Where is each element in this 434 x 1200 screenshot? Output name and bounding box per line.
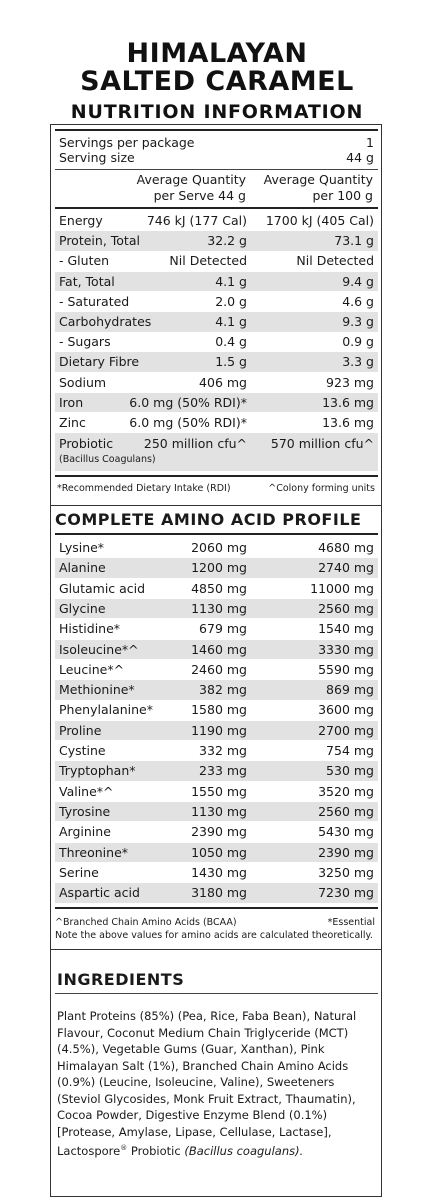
amino-acid-per-100g: 3600 mg: [318, 702, 374, 718]
probiotic-per100: 570 million cfu^: [270, 436, 374, 451]
amino-acid-name: Proline: [59, 722, 102, 738]
amino-acid-per-100g: 5590 mg: [318, 661, 374, 677]
amino-acid-per-serve: 1130 mg: [191, 803, 247, 819]
nutrient-name: - Sugars: [59, 334, 111, 350]
amino-acid-row: [55, 822, 378, 842]
per-serve-header-line1: Average Quantity: [136, 172, 246, 187]
amino-acid-per-serve: 1550 mg: [191, 783, 247, 799]
nutrient-name: - Gluten: [59, 253, 110, 269]
nutrient-row: [55, 332, 378, 352]
ingredients-text: [57, 1008, 379, 1159]
header-rule: [55, 207, 378, 209]
amino-top-rule: [55, 533, 378, 535]
amino-acid-per-serve: 1430 mg: [191, 864, 247, 880]
nutrient-row: [55, 272, 378, 292]
amino-acid-per-serve: 2060 mg: [191, 540, 247, 555]
rdi-footnote: *Recommended Dietary Intake (RDI): [57, 483, 231, 494]
nutrient-row: [55, 413, 378, 433]
nutrient-per-serve: 746 kJ (177 Cal): [146, 213, 247, 228]
amino-acid-per-100g: 2740 mg: [318, 560, 374, 576]
nutrient-name: - Saturated: [59, 293, 130, 309]
ingredients-probiotic: Probiotic: [130, 1143, 181, 1158]
amino-acid-row: [55, 741, 378, 761]
nutrient-per-100g: 0.9 g: [342, 334, 374, 350]
amino-acid-row: [55, 700, 378, 720]
probiotic-sub-label: (Bacillus Coagulans): [59, 454, 156, 465]
nutrient-row: [55, 312, 378, 332]
amino-acid-name: Glutamic acid: [59, 580, 146, 596]
per-100g-header-line2: per 100 g: [312, 188, 373, 203]
amino-acid-heading: COMPLETE AMINO ACID PROFILE: [55, 510, 362, 529]
nutrient-name: Protein, Total: [59, 233, 140, 249]
amino-acid-per-serve: 4850 mg: [191, 580, 247, 596]
amino-acid-row: [55, 782, 378, 802]
nutrient-per-serve: Nil Detected: [169, 253, 247, 269]
nutrient-row: [55, 352, 378, 372]
amino-acid-row: [55, 558, 378, 578]
nutrient-per-serve: 406 mg: [199, 374, 247, 390]
amino-acid-per-serve: 1200 mg: [191, 560, 247, 576]
ingredients-heading: INGREDIENTS: [57, 970, 185, 989]
nutrient-per-100g: 1700 kJ (405 Cal): [265, 213, 374, 228]
serving-size-value: 44 g: [346, 150, 374, 165]
per-serve-header-line2: per Serve 44 g: [153, 188, 246, 203]
amino-acid-per-serve: 1190 mg: [191, 722, 247, 738]
amino-acid-name: Leucine*^: [59, 661, 125, 677]
amino-acid-row: [55, 721, 378, 741]
per-serve-header: [137, 172, 246, 204]
nutrient-row: [55, 211, 378, 231]
nutrient-per-serve: 2.0 g: [215, 293, 247, 309]
nutrient-per-100g: 73.1 g: [334, 233, 374, 249]
servings-per-package-label: Servings per package: [59, 135, 195, 150]
amino-acid-name: Histidine*: [59, 621, 121, 637]
product-title-line1: HIMALAYAN: [126, 38, 308, 69]
probiotic-serve: 250 million cfu^: [143, 436, 247, 451]
serving-size-label: Serving size: [59, 150, 135, 165]
servings-rule: [55, 169, 378, 170]
probiotic-row: [55, 433, 378, 471]
nutrient-name: Iron: [59, 394, 84, 410]
amino-acid-row: [55, 843, 378, 863]
nutrient-per-100g: 9.4 g: [342, 273, 374, 289]
amino-acid-row: [55, 680, 378, 700]
amino-acid-name: Aspartic acid: [59, 885, 140, 901]
nutrient-per-100g: 13.6 mg: [322, 415, 374, 430]
amino-acid-per-100g: 3520 mg: [318, 783, 374, 799]
ingredients-rule: [55, 993, 378, 994]
amino-acid-per-100g: 869 mg: [326, 682, 374, 698]
amino-acid-per-100g: 11000 mg: [310, 580, 374, 596]
amino-acid-per-100g: 754 mg: [326, 743, 374, 758]
per-100g-header-line1: Average Quantity: [263, 172, 373, 187]
amino-acid-name: Alanine: [59, 560, 106, 576]
nutrient-bottom-rule: [55, 475, 378, 477]
nutrient-per-100g: 923 mg: [326, 374, 374, 390]
amino-acid-name: Arginine: [59, 824, 111, 840]
nutrient-per-serve: 32.2 g: [207, 233, 247, 249]
amino-acid-per-100g: 2560 mg: [318, 803, 374, 819]
nutrient-row: [55, 251, 378, 271]
nutrient-per-serve: 6.0 mg (50% RDI)*: [129, 415, 247, 430]
nutrition-info-heading: NUTRITION INFORMATION: [70, 101, 364, 123]
nutrient-name: Dietary Fibre: [59, 354, 140, 370]
amino-acid-row: [55, 538, 378, 558]
amino-acid-per-100g: 5430 mg: [318, 824, 374, 840]
probiotic-label: Probiotic: [59, 436, 114, 451]
nutrient-per-100g: 13.6 mg: [322, 394, 374, 410]
amino-acid-row: [55, 640, 378, 660]
nutrient-name: Energy: [59, 213, 103, 228]
nutrient-row: [55, 373, 378, 393]
amino-acid-per-100g: 2390 mg: [318, 844, 374, 860]
amino-acid-per-serve: 1460 mg: [191, 641, 247, 657]
ingredients-species: (Bacillus coagulans).: [184, 1143, 304, 1158]
amino-acid-row: [55, 619, 378, 639]
theoretical-footnote: Note the above values for amino acids are calculated theoretically.: [55, 930, 373, 941]
amino-acid-name: Tryptophan*: [59, 763, 136, 779]
nutrient-name: Fat, Total: [59, 273, 115, 289]
amino-acid-per-serve: 332 mg: [199, 743, 247, 758]
nutrient-name: Carbohydrates: [59, 314, 152, 329]
amino-acid-per-100g: 2560 mg: [318, 600, 374, 616]
amino-acid-name: Threonine*: [59, 844, 129, 860]
amino-acid-row: [55, 660, 378, 680]
amino-acid-per-100g: 7230 mg: [318, 885, 374, 901]
nutrient-per-100g: 4.6 g: [342, 293, 374, 309]
amino-acid-row: [55, 883, 378, 903]
nutrient-row: [55, 292, 378, 312]
amino-acid-row: [55, 599, 378, 619]
amino-acid-per-serve: 1050 mg: [191, 844, 247, 860]
amino-acid-per-100g: 3330 mg: [318, 641, 374, 657]
amino-acid-panel: [50, 505, 382, 950]
registered-mark: ®: [120, 1144, 128, 1152]
amino-acid-name: Valine*^: [59, 783, 114, 799]
nutrient-per-100g: 9.3 g: [342, 314, 374, 329]
amino-acid-per-serve: 233 mg: [199, 763, 247, 779]
amino-acid-row: [55, 579, 378, 599]
nutrient-name: Zinc: [59, 415, 86, 430]
nutrition-panel: [50, 124, 382, 506]
amino-acid-per-100g: 4680 mg: [318, 540, 374, 555]
nutrient-row: [55, 393, 378, 413]
essential-footnote: *Essential: [327, 917, 375, 928]
cfu-footnote: ^Colony forming units: [268, 483, 375, 494]
amino-acid-per-serve: 679 mg: [199, 621, 247, 637]
bcaa-footnote: ^Branched Chain Amino Acids (BCAA): [55, 917, 237, 928]
amino-acid-per-serve: 1580 mg: [191, 702, 247, 718]
nutrient-per-100g: 3.3 g: [342, 354, 374, 370]
nutrient-per-100g: Nil Detected: [296, 253, 374, 269]
nutrient-per-serve: 4.1 g: [215, 273, 247, 289]
amino-acid-per-100g: 2700 mg: [318, 722, 374, 738]
amino-acid-per-serve: 2460 mg: [191, 661, 247, 677]
amino-acid-name: Serine: [59, 864, 99, 880]
amino-acid-per-serve: 3180 mg: [191, 885, 247, 901]
nutrient-row: [55, 231, 378, 251]
amino-acid-row: [55, 863, 378, 883]
amino-acid-per-serve: 382 mg: [199, 682, 247, 698]
amino-acid-name: Lysine*: [59, 540, 105, 555]
top-rule: [55, 129, 378, 131]
amino-acid-row: [55, 761, 378, 781]
nutrient-per-serve: 0.4 g: [215, 334, 247, 350]
amino-acid-per-100g: 530 mg: [326, 763, 374, 779]
amino-acid-per-serve: 2390 mg: [191, 824, 247, 840]
amino-acid-name: Isoleucine*^: [59, 641, 139, 657]
nutrient-per-serve: 4.1 g: [215, 314, 247, 329]
amino-acid-name: Tyrosine: [59, 803, 111, 819]
amino-acid-per-serve: 1130 mg: [191, 600, 247, 616]
amino-acid-row: [55, 802, 378, 822]
amino-acid-name: Glycine: [59, 600, 106, 616]
amino-acid-name: Phenylalanine*: [59, 702, 153, 718]
nutrient-per-serve: 6.0 mg (50% RDI)*: [129, 394, 247, 410]
amino-bottom-rule: [55, 907, 378, 909]
nutrient-name: Sodium: [59, 374, 107, 390]
per-100g-header: [264, 172, 373, 204]
serving-size-row: [55, 148, 378, 168]
product-title-line2: SALTED CARAMEL: [80, 66, 354, 97]
amino-acid-per-100g: 1540 mg: [318, 621, 374, 637]
nutrient-per-serve: 1.5 g: [215, 354, 247, 370]
amino-acid-name: Methionine*: [59, 682, 135, 698]
ingredients-list: Plant Proteins (85%) (Pea, Rice, Faba Bean), Natural Flavour, Coconut Medium Chain Triglyceride (MCT) (4.5%), Vegetable Gums (Guar, Xanthan), Pink Himalayan Salt (1%), Branched Chain Amino Acids (0.9%) (Leucine, Isoleucine, Valine), Sweeteners (Steviol Glycosides, Monk Fruit Extract, Thaumatin), Cocoa Powder, Digestive Enzyme Blend (0.1%) [Protease, Amylase, Lipase, Cellulase, Lactase], Lactospore: [57, 1009, 357, 1158]
amino-acid-name: Cystine: [59, 743, 106, 758]
ingredients-panel: [50, 949, 382, 1197]
amino-acid-per-100g: 3250 mg: [318, 864, 374, 880]
servings-per-package-value: 1: [366, 135, 374, 150]
